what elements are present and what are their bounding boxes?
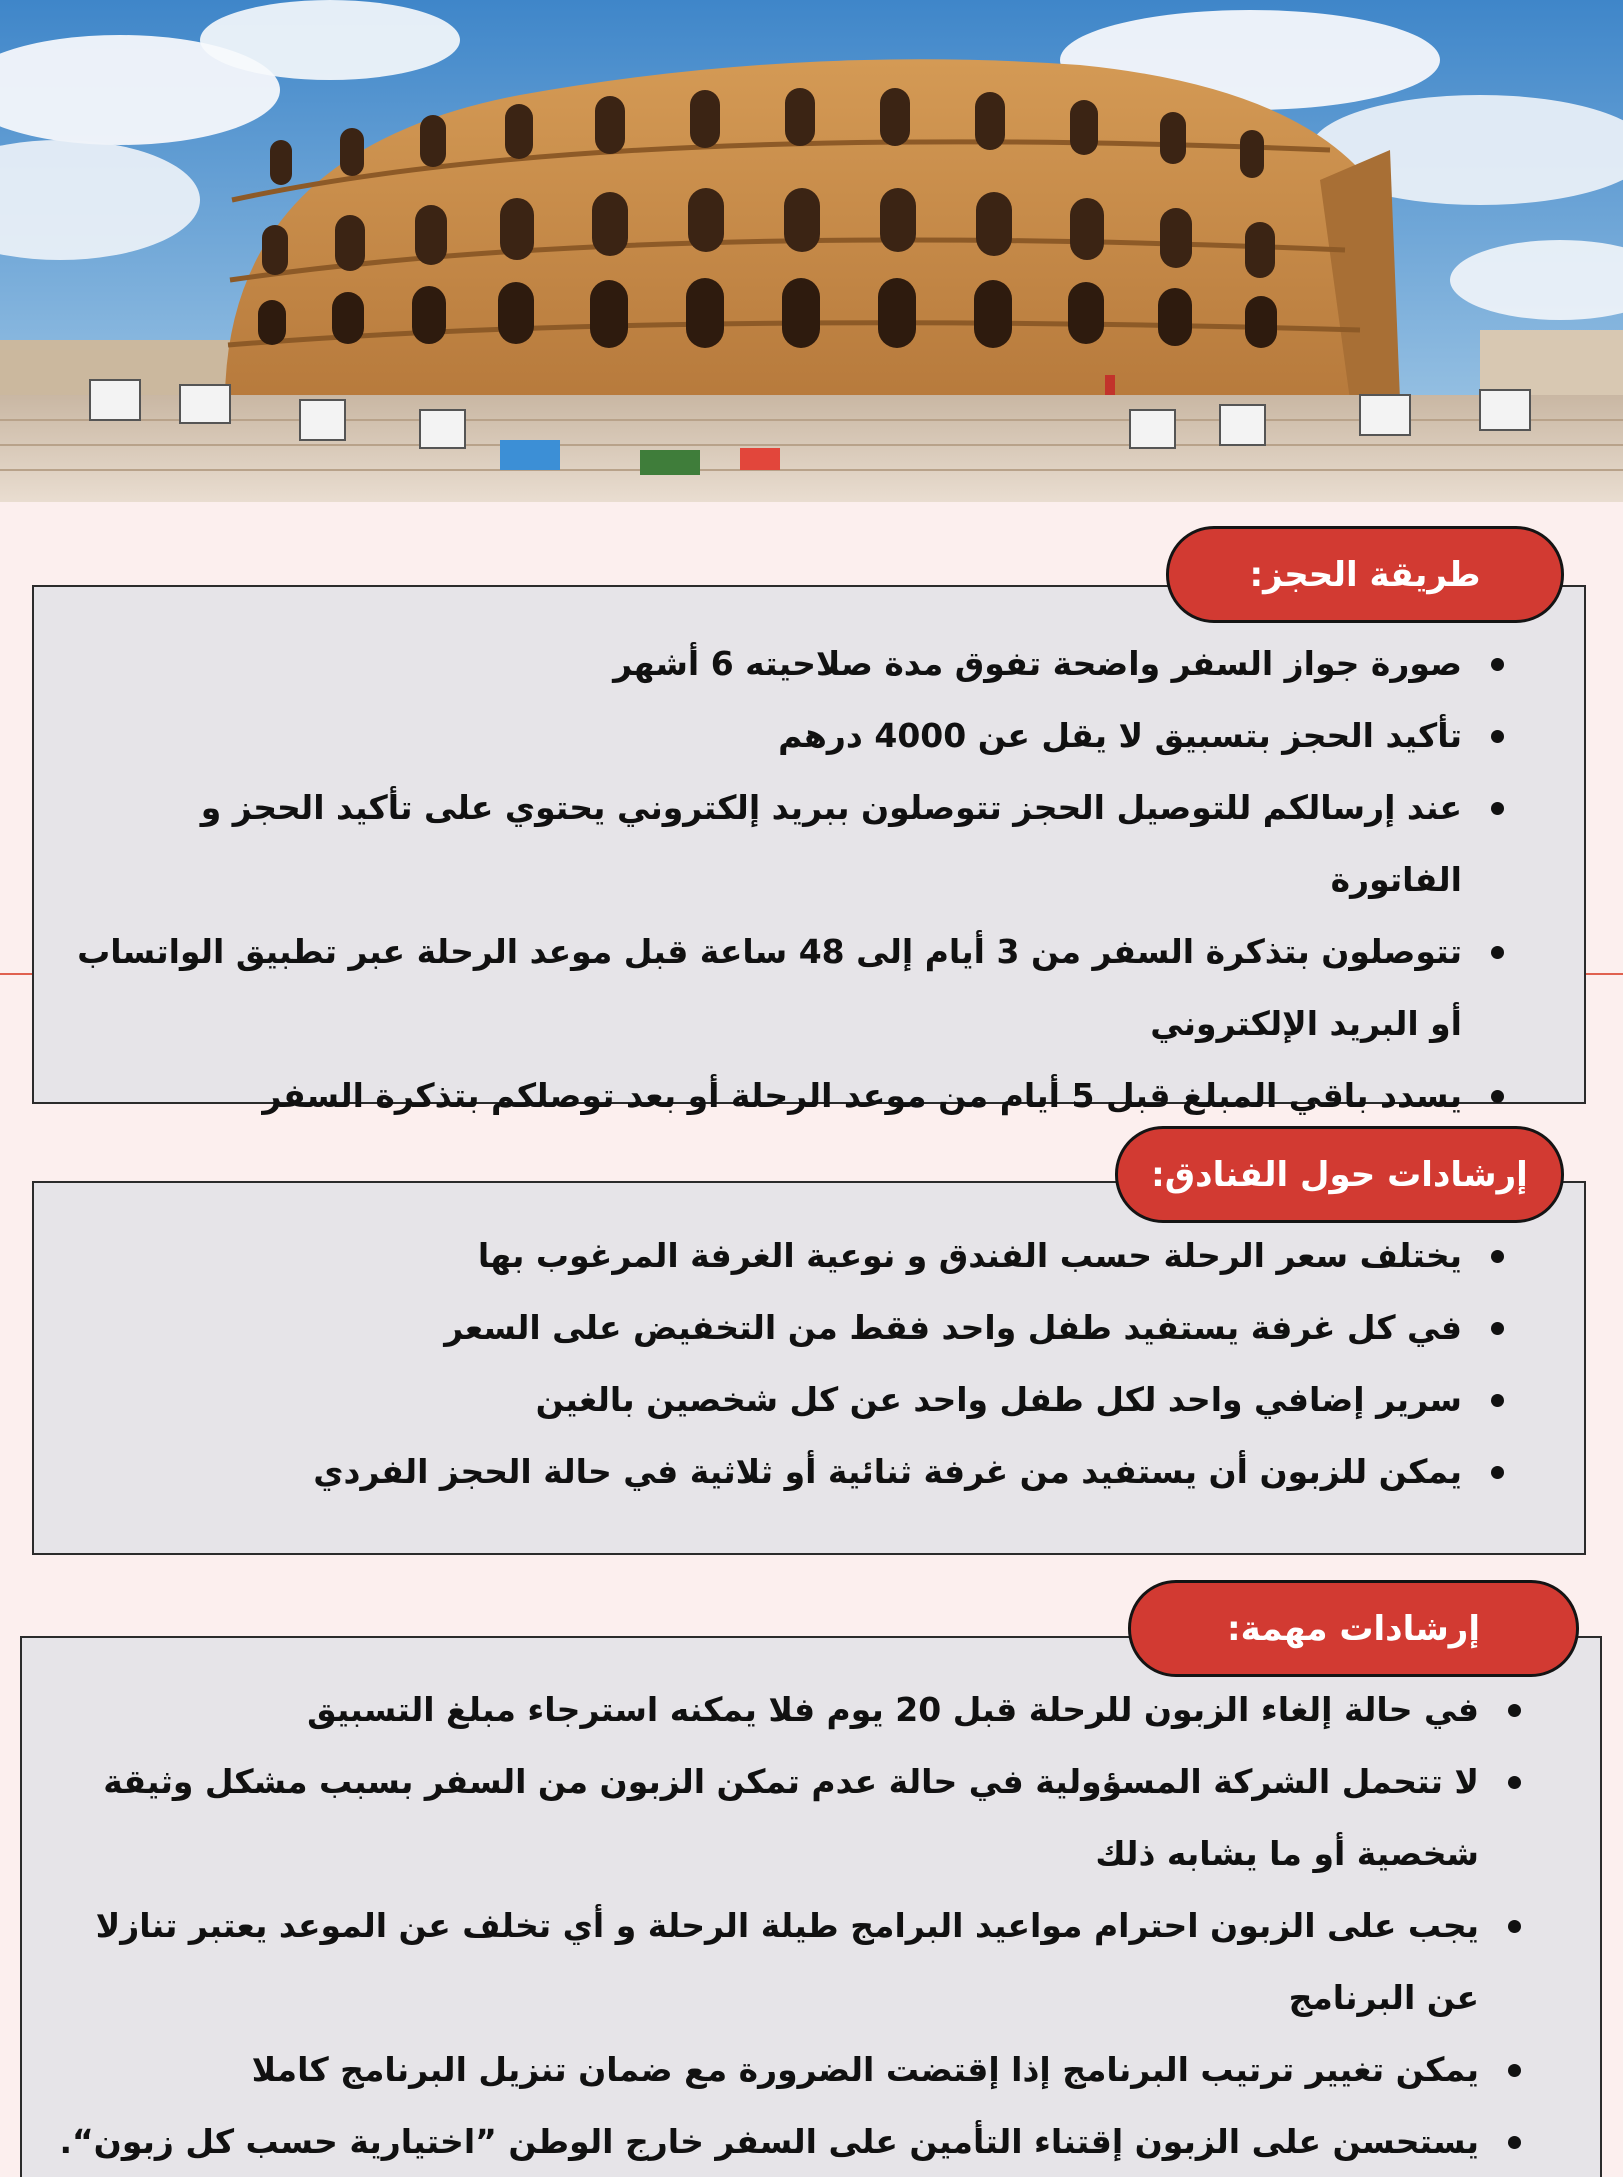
list-item: يمكن للزبون أن يستفيد من غرفة ثنائية أو ثلاثية في حالة الحجز الفردي bbox=[62, 1436, 1510, 1508]
list-item: تتوصلون بتذكرة السفر من 3 أيام إلى 48 ساعة قبل موعد الرحلة عبر تطبيق الواتساب أو البريد الإلكتروني bbox=[62, 916, 1510, 1060]
bullet-icon bbox=[1508, 1704, 1521, 1717]
important-guidelines-list bbox=[50, 1674, 1527, 2177]
list-item: يختلف سعر الرحلة حسب الفندق و نوعية الغرفة المرغوب بها bbox=[62, 1220, 1510, 1292]
bullet-icon bbox=[1491, 1394, 1504, 1407]
bullet-icon bbox=[1508, 1776, 1521, 1789]
list-item: في حالة إلغاء الزبون للرحلة قبل 20 يوم فلا يمكنه استرجاء مبلغ التسبيق bbox=[50, 1674, 1527, 1746]
list-item: يمكن تغيير ترتيب البرنامج إذا إقتضت الضرورة مع ضمان تنزيل البرنامج كاملا bbox=[50, 2034, 1527, 2106]
list-item: لا تتحمل الشركة المسؤولية في حالة عدم تمكن الزبون من السفر بسبب مشكل وثيقة شخصية أو ما يشابه ذلك bbox=[50, 1746, 1527, 1890]
section-title-booking-method: طريقة الحجز: bbox=[1166, 526, 1564, 623]
list-item: سرير إضافي واحد لكل طفل واحد عن كل شخصين بالغين bbox=[62, 1364, 1510, 1436]
hotel-guidelines-list bbox=[62, 1220, 1510, 1508]
bullet-icon bbox=[1491, 730, 1504, 743]
list-item: يستحسن على الزبون إقتناء التأمين على السفر خارج الوطن ”اختيارية حسب كل زبون“. bbox=[50, 2106, 1527, 2177]
list-item: يجب على الزبون احترام مواعيد البرامج طيلة الرحلة و أي تخلف عن الموعد يعتبر تنازلا عن البرنامج bbox=[50, 1890, 1527, 2034]
bullet-icon bbox=[1491, 1322, 1504, 1335]
bullet-icon bbox=[1491, 1466, 1504, 1479]
bullet-icon bbox=[1491, 1250, 1504, 1263]
booking-method-list bbox=[62, 628, 1510, 1132]
bullet-icon bbox=[1491, 1090, 1504, 1103]
bullet-icon bbox=[1508, 2136, 1521, 2149]
section-title-important-guidelines: إرشادات مهمة: bbox=[1128, 1580, 1579, 1677]
list-item: تأكيد الحجز بتسبيق لا يقل عن 4000 درهم bbox=[62, 700, 1510, 772]
bullet-icon bbox=[1508, 1920, 1521, 1933]
section-title-hotel-guidelines: إرشادات حول الفنادق: bbox=[1115, 1126, 1564, 1223]
bullet-icon bbox=[1491, 658, 1504, 671]
bullet-icon bbox=[1491, 946, 1504, 959]
bullet-icon bbox=[1508, 2064, 1521, 2077]
list-item: في كل غرفة يستفيد طفل واحد فقط من التخفيض على السعر bbox=[62, 1292, 1510, 1364]
list-item: عند إرسالكم للتوصيل الحجز تتوصلون ببريد إلكتروني يحتوي على تأكيد الحجز و الفاتورة bbox=[62, 772, 1510, 916]
amphitheatre-illustration bbox=[0, 0, 1623, 502]
list-item: يسدد باقي المبلغ قبل 5 أيام من موعد الرحلة أو بعد توصلكم بتذكرة السفر bbox=[62, 1060, 1510, 1132]
list-item: صورة جواز السفر واضحة تفوق مدة صلاحيته 6 أشهر bbox=[62, 628, 1510, 700]
hero-photo-amphitheatre bbox=[0, 0, 1623, 502]
bullet-icon bbox=[1491, 802, 1504, 815]
